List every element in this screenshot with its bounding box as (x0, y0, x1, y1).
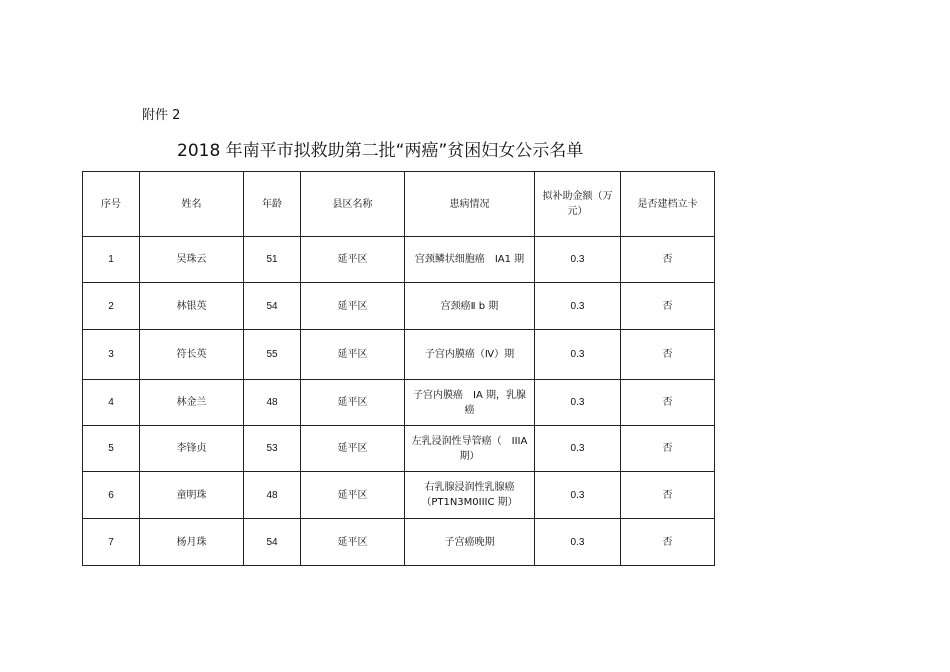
cell-amount: 0.3 (535, 237, 621, 283)
cell-district: 延平区 (301, 330, 405, 380)
cell-district: 延平区 (301, 426, 405, 472)
header-name: 姓名 (140, 172, 244, 237)
cell-amount: 0.3 (535, 330, 621, 380)
cell-registered: 否 (621, 426, 715, 472)
cell-no: 3 (83, 330, 140, 380)
table-row (83, 426, 715, 472)
cell-registered: 否 (621, 330, 715, 380)
table-row (83, 472, 715, 519)
header-age: 年龄 (244, 172, 301, 237)
cell-amount: 0.3 (535, 426, 621, 472)
cell-age: 54 (244, 283, 301, 330)
header-registered: 是否建档立卡 (621, 172, 715, 237)
cell-age: 53 (244, 426, 301, 472)
cell-registered: 否 (621, 283, 715, 330)
cell-registered: 否 (621, 237, 715, 283)
cell-age: 55 (244, 330, 301, 380)
cell-no: 2 (83, 283, 140, 330)
table-row (83, 237, 715, 283)
cell-diagnosis: 子宫癌晚期 (405, 519, 535, 566)
cell-age: 48 (244, 472, 301, 519)
table-row (83, 283, 715, 330)
cell-amount: 0.3 (535, 519, 621, 566)
recipients-table (82, 171, 715, 566)
cell-name: 林银英 (140, 283, 244, 330)
cell-no: 6 (83, 472, 140, 519)
cell-amount: 0.3 (535, 472, 621, 519)
cell-no: 7 (83, 519, 140, 566)
cell-district: 延平区 (301, 283, 405, 330)
cell-age: 54 (244, 519, 301, 566)
page-title: 2018 年南平市拟救助第二批“两癌”贫困妇女公示名单 (177, 141, 584, 161)
cell-registered: 否 (621, 519, 715, 566)
cell-amount: 0.3 (535, 283, 621, 330)
cell-diagnosis: 右乳腺浸润性乳腺癌（PT1N3M0IIIC 期） (405, 472, 535, 519)
cell-name: 林金兰 (140, 380, 244, 426)
table-row (83, 519, 715, 566)
table-row (83, 380, 715, 426)
cell-no: 5 (83, 426, 140, 472)
cell-name: 吴珠云 (140, 237, 244, 283)
cell-name: 李锋贞 (140, 426, 244, 472)
cell-district: 延平区 (301, 237, 405, 283)
header-amount: 拟补助金额（万元） (535, 172, 621, 237)
header-district: 县区名称 (301, 172, 405, 237)
cell-age: 48 (244, 380, 301, 426)
cell-name: 杨月珠 (140, 519, 244, 566)
cell-registered: 否 (621, 472, 715, 519)
cell-name: 童明珠 (140, 472, 244, 519)
cell-registered: 否 (621, 380, 715, 426)
cell-diagnosis: 子宫内膜癌（Ⅳ）期 (405, 330, 535, 380)
cell-no: 1 (83, 237, 140, 283)
cell-age: 51 (244, 237, 301, 283)
cell-district: 延平区 (301, 380, 405, 426)
attachment-label: 附件 2 (142, 108, 181, 123)
header-no: 序号 (83, 172, 140, 237)
cell-diagnosis: 宫颈鳞状细胞癌 IA1 期 (405, 237, 535, 283)
cell-diagnosis: 宫颈癌Ⅱ b 期 (405, 283, 535, 330)
cell-district: 延平区 (301, 472, 405, 519)
table-header-row (83, 172, 715, 237)
cell-name: 符长英 (140, 330, 244, 380)
cell-diagnosis: 子宫内膜癌 IA 期，乳腺癌 (405, 380, 535, 426)
cell-diagnosis: 左乳浸润性导管癌（ IIIA 期） (405, 426, 535, 472)
header-diagnosis: 患病情况 (405, 172, 535, 237)
cell-no: 4 (83, 380, 140, 426)
cell-district: 延平区 (301, 519, 405, 566)
cell-amount: 0.3 (535, 380, 621, 426)
table-row (83, 330, 715, 380)
